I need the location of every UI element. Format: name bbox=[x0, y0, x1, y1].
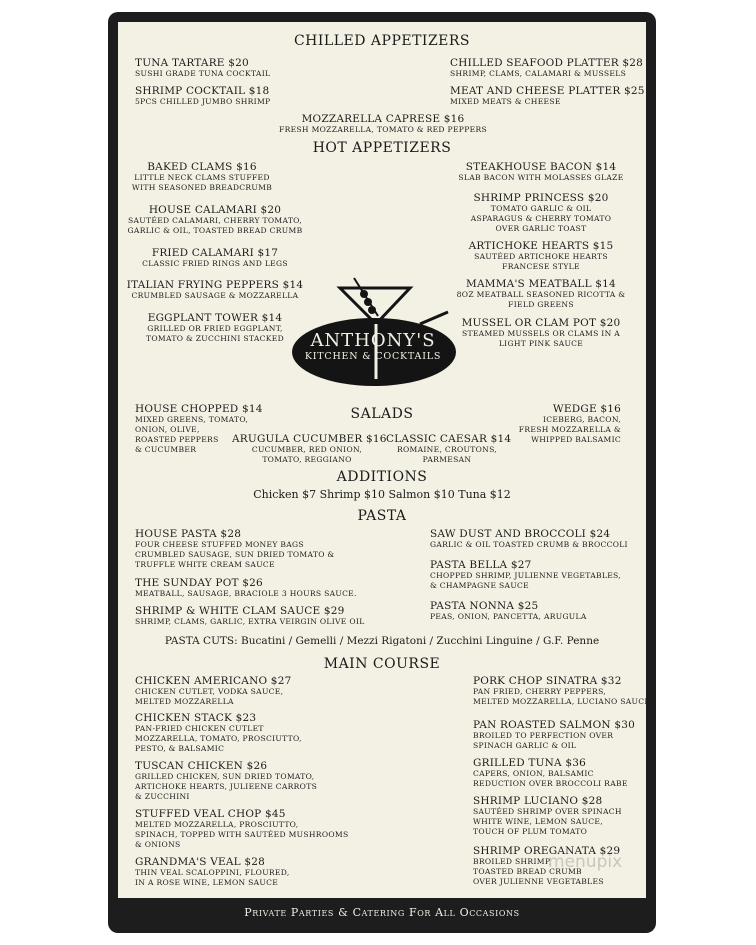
item-title: PASTA NONNA $25 bbox=[430, 600, 539, 612]
item-desc: TOMATO GARLIC & OIL bbox=[490, 204, 592, 213]
item-desc: CAPERS, ONION, BALSAMIC bbox=[473, 769, 594, 778]
menu-item-artichoke-hearts bbox=[456, 240, 626, 272]
menu-item-the-sunday-pot bbox=[135, 577, 357, 599]
menu-item-mozzarella-caprese bbox=[238, 113, 528, 135]
item-desc: ROASTED PEPPERS bbox=[135, 435, 219, 444]
item-desc: REDUCTION OVER BROCCOLI RABE bbox=[473, 779, 628, 788]
item-desc: 8OZ MEATBALL SEASONED RICOTTA & bbox=[456, 290, 626, 299]
menu-item-tuscan-chicken bbox=[135, 760, 317, 802]
item-desc: SAUTÉED ARTICHOKE HEARTS bbox=[474, 252, 608, 261]
item-desc: SUSHI GRADE TUNA COCKTAIL bbox=[135, 69, 271, 78]
item-desc: TOMATO & ZUCCHINI STACKED bbox=[146, 334, 284, 343]
item-desc: TOMATO, REGGIANO bbox=[262, 455, 352, 464]
item-desc: WHIPPED BALSAMIC bbox=[531, 435, 621, 444]
item-desc: ASPARAGUS & CHERRY TOMATO bbox=[470, 214, 612, 223]
menu-item-italian-frying-peppers bbox=[122, 279, 308, 301]
section-chilled-appetizers: CHILLED APPETIZERS bbox=[293, 33, 471, 49]
item-desc: ROMAINE, CROUTONS, bbox=[396, 445, 498, 454]
item-title: ARTICHOKE HEARTS $15 bbox=[468, 240, 614, 252]
item-desc: FRESH MOZZARELLA, TOMATO & RED PEPPERS bbox=[279, 125, 487, 134]
menu-item-stuffed-veal-chop bbox=[135, 808, 348, 850]
item-desc: & CHAMPAGNE SAUCE bbox=[430, 581, 529, 590]
item-desc: 5PCS CHILLED JUMBO SHRIMP bbox=[135, 97, 271, 106]
item-desc: SAUTÉED CALAMARI, CHERRY TOMATO, bbox=[128, 216, 302, 225]
item-title: ARUGULA CUCUMBER $16 bbox=[232, 433, 387, 445]
menu-item-house-pasta bbox=[135, 528, 335, 570]
menu-item-chicken-americano bbox=[135, 675, 291, 707]
section-salads: SALADS bbox=[350, 406, 414, 422]
menu-item-shrimp-princess bbox=[456, 192, 626, 234]
item-title: GRANDMA'S VEAL $28 bbox=[135, 856, 266, 868]
restaurant-logo bbox=[292, 272, 462, 392]
item-desc: PAN FRIED, CHERRY PEPPERS, bbox=[473, 687, 607, 696]
item-title: MEAT AND CHEESE PLATTER $25 bbox=[450, 85, 645, 97]
item-desc: LIGHT PINK SAUCE bbox=[498, 339, 584, 348]
menu-item-pan-roasted-salmon bbox=[473, 719, 635, 751]
item-desc: GARLIC & OIL, TOASTED BREAD CRUMB bbox=[127, 226, 303, 235]
menu-item-mammas-meatball bbox=[456, 278, 626, 310]
item-desc: CHICKEN CUTLET, VODKA SAUCE, bbox=[135, 687, 284, 696]
item-desc: PARMESAN bbox=[422, 455, 472, 464]
menu-item-classic-caesar bbox=[386, 433, 512, 465]
section-main-course: MAIN COURSE bbox=[323, 656, 441, 672]
item-title: SHRIMP LUCIANO $28 bbox=[473, 795, 603, 807]
item-title: CHICKEN AMERICANO $27 bbox=[135, 675, 292, 687]
menu-item-steakhouse-bacon bbox=[456, 161, 626, 183]
additions-list: Chicken $7 Shrimp $10 Salmon $10 Tuna $12 bbox=[253, 488, 511, 501]
item-desc: MELTED MOZZARELLA, LUCIANO SAUCE bbox=[473, 697, 651, 706]
item-title: TUNA TARTARE $20 bbox=[135, 57, 249, 69]
item-desc: BROILED SHRIMP, bbox=[473, 857, 552, 866]
menu-item-meat-and-cheese-platter bbox=[450, 85, 645, 107]
menu-item-shrimp-white-clam-sauce bbox=[135, 605, 365, 627]
item-desc: PEAS, ONION, PANCETTA, ARUGULA bbox=[430, 612, 587, 621]
item-title: HOUSE CALAMARI $20 bbox=[148, 204, 282, 216]
item-title: HOUSE PASTA $28 bbox=[135, 528, 242, 540]
menu-item-shrimp-cocktail bbox=[135, 85, 270, 107]
menu-item-grilled-tuna bbox=[473, 757, 628, 789]
item-desc: & CUCUMBER bbox=[135, 445, 197, 454]
item-title: MOZZARELLA CAPRESE $16 bbox=[301, 113, 465, 125]
item-desc: CRUMBLED SAUSAGE & MOZZARELLA bbox=[131, 291, 299, 300]
item-title: SHRIMP COCKTAIL $18 bbox=[135, 85, 270, 97]
item-title: MUSSEL OR CLAM POT $20 bbox=[461, 317, 621, 329]
logo-subtitle: KITCHEN & COCKTAILS bbox=[304, 351, 442, 362]
menu-item-eggplant-tower bbox=[122, 312, 308, 344]
item-desc: ONION, OLIVE, bbox=[135, 425, 200, 434]
menu-item-house-calamari bbox=[122, 204, 308, 236]
item-desc: PAN-FRIED CHICKEN CUTLET bbox=[135, 724, 264, 733]
item-desc: FOUR CHEESE STUFFED MONEY BAGS bbox=[135, 540, 304, 549]
item-desc: MELTED MOZZARELLA bbox=[135, 697, 234, 706]
menu-item-baked-clams bbox=[122, 161, 282, 193]
item-desc: SAUTÉED SHRIMP OVER SPINACH bbox=[473, 807, 622, 816]
item-desc: SLAB BACON WITH MOLASSES GLAZE bbox=[458, 173, 624, 182]
item-title: PAN ROASTED SALMON $30 bbox=[473, 719, 635, 731]
item-desc: OVER JULIENNE VEGETABLES bbox=[473, 877, 604, 886]
item-desc: CHOPPED SHRIMP, JULIENNE VEGETABLES, bbox=[430, 571, 621, 580]
menu-item-wedge bbox=[500, 403, 621, 445]
item-desc: CRUMBLED SAUSAGE, SUN DRIED TOMATO & bbox=[135, 550, 335, 559]
item-desc: MOZZARELLA, TOMATO, PROSCIUTTO, bbox=[135, 734, 302, 743]
item-title: TUSCAN CHICKEN $26 bbox=[135, 760, 268, 772]
pasta-cuts: PASTA CUTS: Bucatini / Gemelli / Mezzi Rigatoni / Zucchini Linguine / G.F. Penne bbox=[164, 635, 600, 647]
menu-item-fried-calamari bbox=[122, 247, 308, 269]
item-title: STEAKHOUSE BACON $14 bbox=[465, 161, 617, 173]
item-title: CHILLED SEAFOOD PLATTER $28 bbox=[450, 57, 644, 69]
menu-item-arugula-cucumber bbox=[232, 433, 387, 465]
item-title: BAKED CLAMS $16 bbox=[147, 161, 257, 173]
item-title: ITALIAN FRYING PEPPERS $14 bbox=[126, 279, 304, 291]
logo-name: ANTHONY'S bbox=[310, 330, 436, 351]
item-desc: ICEBERG, BACON, bbox=[543, 415, 621, 424]
footer-banner: Private Parties & Catering For All Occasions bbox=[244, 906, 520, 919]
menu-item-pork-chop-sinatra bbox=[473, 675, 650, 707]
item-desc: PESTO, & BALSAMIC bbox=[135, 744, 225, 753]
item-desc: TOUCH OF PLUM TOMATO bbox=[473, 827, 588, 836]
item-desc: CUCUMBER, RED ONION, bbox=[251, 445, 363, 454]
item-desc: ARTICHOKE HEARTS, JULIEENE CARROTS bbox=[135, 782, 318, 791]
item-desc: THIN VEAL SCALOPPINI, FLOURED, bbox=[135, 868, 290, 877]
item-desc: SHRIMP, CLAMS, GARLIC, EXTRA VEIRGIN OLIVE OIL bbox=[135, 617, 365, 626]
item-desc: GRILLED OR FRIED EGGPLANT, bbox=[147, 324, 283, 333]
item-title: PASTA BELLA $27 bbox=[430, 559, 532, 571]
item-desc: SPINACH, TOPPED WITH SAUTÉED MUSHROOMS bbox=[135, 830, 349, 839]
item-desc: SPINACH GARLIC & OIL bbox=[473, 741, 577, 750]
item-desc: MIXED GREENS, TOMATO, bbox=[135, 415, 249, 424]
item-desc: LITTLE NECK CLAMS STUFFED bbox=[134, 173, 270, 182]
item-title: SHRIMP & WHITE CLAM SAUCE $29 bbox=[135, 605, 345, 617]
menu-item-pasta-bella bbox=[430, 559, 621, 591]
item-desc: FIELD GREENS bbox=[508, 300, 574, 309]
item-desc: WITH SEASONED BREADCRUMB bbox=[131, 183, 273, 192]
item-desc: MIXED MEATS & CHEESE bbox=[450, 97, 561, 106]
item-desc: & ONIONS bbox=[135, 840, 181, 849]
item-desc: BROILED TO PERFECTION OVER bbox=[473, 731, 614, 740]
menu-item-grandmas-veal bbox=[135, 856, 290, 888]
menu-item-chicken-stack bbox=[135, 712, 302, 754]
item-desc: & ZUCCHINI bbox=[135, 792, 190, 801]
item-desc: TRUFFLE WHITE CREAM SAUCE bbox=[135, 560, 275, 569]
item-desc: FRESH MOZZARELLA & bbox=[518, 425, 621, 434]
item-title: PORK CHOP SINATRA $32 bbox=[473, 675, 622, 687]
menu-item-chilled-seafood-platter bbox=[450, 57, 643, 79]
item-title: SAW DUST AND BROCCOLI $24 bbox=[430, 528, 611, 540]
menu-item-tuna-tartare bbox=[135, 57, 270, 79]
menu-item-pasta-nonna bbox=[430, 600, 587, 622]
item-desc: MEATBALL, SAUSAGE, BRACIOLE 3 HOURS SAUCE. bbox=[135, 589, 357, 598]
item-desc: WHITE WINE, LEMON SAUCE, bbox=[473, 817, 603, 826]
item-desc: SHRIMP, CLAMS, CALAMARI & MUSSELS bbox=[450, 69, 627, 78]
item-title: THE SUNDAY POT $26 bbox=[135, 577, 263, 589]
section-additions: ADDITIONS bbox=[336, 469, 428, 485]
item-desc: GRILLED CHICKEN, SUN DRIED TOMATO, bbox=[135, 772, 315, 781]
item-title: CLASSIC CAESAR $14 bbox=[386, 433, 512, 445]
item-title: SHRIMP PRINCESS $20 bbox=[473, 192, 609, 204]
item-title: WEDGE $16 bbox=[552, 403, 621, 415]
watermark: menupix bbox=[548, 852, 623, 872]
item-title: HOUSE CHOPPED $14 bbox=[135, 403, 263, 415]
item-desc: TOASTED BREAD CRUMB bbox=[473, 867, 582, 876]
item-title: SHRIMP OREGANATA $29 bbox=[473, 845, 621, 857]
item-title: MAMMA'S MEATBALL $14 bbox=[466, 278, 616, 290]
item-title: FRIED CALAMARI $17 bbox=[151, 247, 279, 259]
item-desc: GARLIC & OIL TOASTED CRUMB & BROCCOLI bbox=[430, 540, 628, 549]
menu-item-shrimp-luciano bbox=[473, 795, 622, 837]
item-title: STUFFED VEAL CHOP $45 bbox=[135, 808, 286, 820]
item-title: CHICKEN STACK $23 bbox=[135, 712, 257, 724]
item-desc: IN A ROSE WINE, LEMON SAUCE bbox=[135, 878, 279, 887]
item-desc: OVER GARLIC TOAST bbox=[495, 224, 587, 233]
section-hot-appetizers: HOT APPETIZERS bbox=[312, 140, 452, 156]
item-desc: STEAMED MUSSELS OR CLAMS IN A bbox=[461, 329, 621, 338]
section-pasta: PASTA bbox=[357, 508, 407, 524]
item-desc: FRANCESE STYLE bbox=[502, 262, 580, 271]
item-desc: CLASSIC FRIED RINGS AND LEGS bbox=[142, 259, 288, 268]
item-desc: MELTED MOZZARELLA, PROSCIUTTO, bbox=[135, 820, 299, 829]
item-title: GRILLED TUNA $36 bbox=[473, 757, 587, 769]
menu-item-saw-dust-and-broccoli bbox=[430, 528, 628, 550]
menu-item-mussel-or-clam-pot bbox=[456, 317, 626, 349]
item-title: EGGPLANT TOWER $14 bbox=[147, 312, 283, 324]
